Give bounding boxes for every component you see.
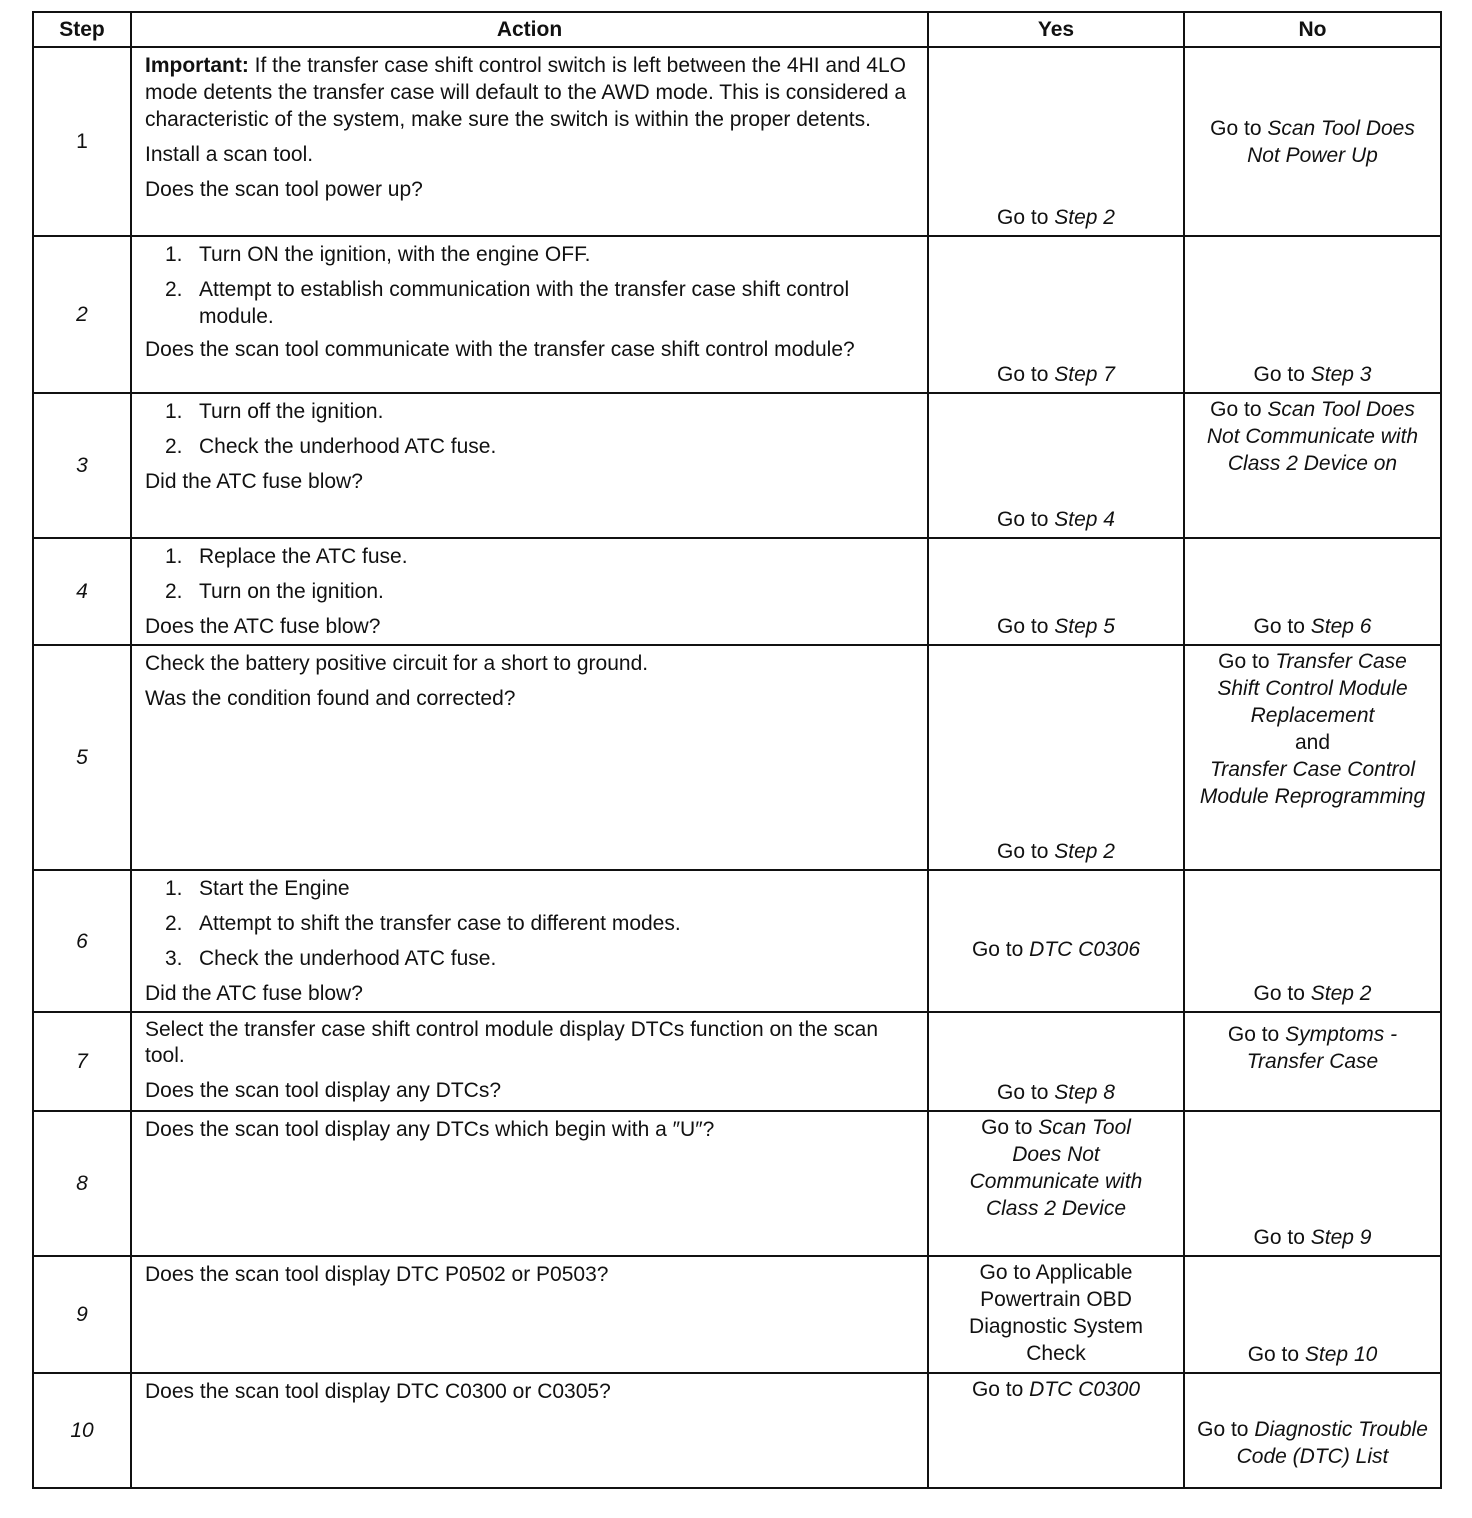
no-cell: [1184, 47, 1441, 236]
table-row: [33, 1012, 1441, 1111]
step-number: 5: [33, 645, 131, 870]
yes-prefix: Go to: [997, 206, 1049, 229]
list-item: 3. Check the underhood ATC fuse.: [165, 947, 497, 970]
no-link[interactable]: Diagnostic Trouble Code (DTC) List: [1236, 1417, 1428, 1468]
no-cell: Go to Symptoms - Transfer Case: [1184, 1012, 1441, 1111]
table-row: [33, 538, 1441, 645]
header-step: Step: [33, 12, 131, 47]
no-cell: Go to Step 10: [1184, 1256, 1441, 1373]
step-number: 9: [33, 1256, 131, 1373]
no-link-2[interactable]: Transfer Case Control Module Reprogramming: [1199, 758, 1426, 808]
action-cell: [131, 1111, 928, 1256]
important-text: If the transfer case shift control switch is left between the 4HI and 4LO mode detents the transfer case will default to the AWD mode. This is considered a characteristic of the system, make sure the switch is within the proper detents.: [145, 54, 907, 131]
no-link[interactable]: Step 2: [1310, 982, 1372, 1005]
yes-link[interactable]: Step 8: [1054, 1081, 1115, 1104]
no-and: and: [1294, 731, 1331, 754]
yes-cell: Go to Step 4: [928, 393, 1184, 538]
yes-link[interactable]: DTC C0300: [1029, 1378, 1141, 1401]
header-no: No: [1184, 12, 1441, 47]
action-question: Does the scan tool power up?: [145, 178, 423, 201]
step-number: 4: [33, 538, 131, 645]
action-text: Select the transfer case shift control module display DTCs function on the scan tool.: [145, 1018, 879, 1067]
list-item: 1. Turn ON the ignition, with the engine OFF.: [165, 243, 591, 266]
action-question: Was the condition found and corrected?: [145, 687, 516, 710]
no-link[interactable]: Step 6: [1310, 615, 1372, 638]
no-link[interactable]: Scan Tool Does Not Communicate with Class 2 Device on: [1206, 398, 1419, 475]
action-question: Does the scan tool display any DTCs which begin with a ″U″?: [145, 1118, 715, 1141]
list-item: 2. Check the underhood ATC fuse.: [165, 435, 497, 458]
table-row: [33, 1111, 1441, 1256]
yes-link[interactable]: Step 2: [1054, 206, 1115, 229]
no-cell: Go to Step 2: [1184, 870, 1441, 1012]
list-item: 2. Attempt to shift the transfer case to different modes.: [165, 912, 681, 935]
action-cell: [131, 236, 928, 393]
no-link-block: Go to Transfer Case Shift Control Module Replacement: [1217, 650, 1408, 727]
yes-cell: Go to Step 5: [928, 538, 1184, 645]
list-item: 2. Turn on the ignition.: [165, 580, 384, 603]
action-cell: [131, 393, 928, 538]
table-row: [33, 1373, 1441, 1488]
important-label: Important:: [145, 54, 249, 77]
step-number: 3: [33, 393, 131, 538]
yes-text: Go to Applicable Powertrain OBD Diagnostic System Check: [969, 1261, 1143, 1365]
no-link[interactable]: Symptoms - Transfer Case: [1246, 1023, 1398, 1073]
no-link[interactable]: Step 3: [1310, 363, 1372, 386]
action-question: Does the scan tool display DTC C0300 or C0305?: [145, 1380, 611, 1403]
header-yes: Yes: [928, 12, 1184, 47]
yes-cell: Go to Step 7: [928, 236, 1184, 393]
header-row: [33, 12, 1441, 47]
yes-link[interactable]: Step 4: [1054, 508, 1115, 531]
action-cell: [131, 538, 928, 645]
yes-cell: Go to DTC C0306: [928, 870, 1184, 1012]
yes-link[interactable]: Scan Tool Does Not Communicate with Class 2 Device: [969, 1116, 1143, 1220]
no-cell: Go to Step 9: [1184, 1111, 1441, 1256]
yes-link[interactable]: Step 5: [1054, 615, 1115, 638]
diagnostic-table: [32, 11, 1442, 1489]
action-cell: [131, 47, 928, 236]
table-row: [33, 393, 1441, 538]
no-cell: [1184, 645, 1441, 870]
header-action: Action: [131, 12, 928, 47]
no-cell: Go to Step 6: [1184, 538, 1441, 645]
no-prefix: Go to: [1210, 116, 1262, 140]
action-text: Install a scan tool.: [145, 143, 314, 166]
action-text: Check the battery positive circuit for a short to ground.: [145, 652, 649, 675]
action-question: Did the ATC fuse blow?: [145, 982, 363, 1005]
no-cell: Go to Scan Tool Does Not Communicate with Class 2 Device on: [1184, 393, 1441, 538]
step-number: 6: [33, 870, 131, 1012]
step-number: 7: [33, 1012, 131, 1111]
action-cell: [131, 1256, 928, 1373]
step-number: 2: [33, 236, 131, 393]
yes-link[interactable]: Step 2: [1054, 840, 1115, 863]
yes-cell: [928, 1256, 1184, 1373]
yes-cell: Go to Scan Tool Does Not Communicate with Class 2 Device: [928, 1111, 1184, 1256]
yes-link[interactable]: DTC C0306: [1029, 937, 1141, 961]
table-row: [33, 47, 1441, 236]
step-number: 1: [33, 47, 131, 236]
yes-cell: Go to Step 8: [928, 1012, 1184, 1111]
action-cell: [131, 645, 928, 870]
yes-cell: Go to DTC C0300: [928, 1373, 1184, 1488]
table-row: [33, 236, 1441, 393]
action-cell: [131, 1012, 928, 1111]
no-link[interactable]: Step 9: [1310, 1226, 1372, 1249]
no-link[interactable]: Step 10: [1304, 1343, 1378, 1366]
action-question: Did the ATC fuse blow?: [145, 470, 363, 493]
table-row: [33, 870, 1441, 1012]
action-question: Does the ATC fuse blow?: [145, 615, 381, 638]
action-question: Does the scan tool communicate with the transfer case shift control module?: [145, 338, 855, 361]
no-link[interactable]: Scan Tool Does Not Power Up: [1247, 116, 1415, 167]
list-item: 2. Attempt to establish communication with the transfer case shift control module.: [165, 278, 850, 328]
step-number: 8: [33, 1111, 131, 1256]
list-item: 1. Replace the ATC fuse.: [165, 545, 408, 568]
important-note: [145, 52, 913, 133]
no-cell: Go to Diagnostic Trouble Code (DTC) List: [1184, 1373, 1441, 1488]
action-question: Does the scan tool display any DTCs?: [145, 1079, 502, 1102]
table-row: [33, 645, 1441, 870]
table-row: [33, 1256, 1441, 1373]
action-cell: [131, 1373, 928, 1488]
no-link[interactable]: Transfer Case Shift Control Module Replacement: [1217, 650, 1408, 727]
list-item: 1. Start the Engine: [165, 877, 350, 900]
list-item: 1. Turn off the ignition.: [165, 400, 384, 423]
yes-cell: [928, 47, 1184, 236]
yes-link[interactable]: Step 7: [1054, 363, 1115, 386]
step-number: 10: [33, 1373, 131, 1488]
yes-cell: Go to Step 2: [928, 645, 1184, 870]
action-cell: [131, 870, 928, 1012]
action-question: Does the scan tool display DTC P0502 or P0503?: [145, 1263, 609, 1286]
no-cell: Go to Step 3: [1184, 236, 1441, 393]
